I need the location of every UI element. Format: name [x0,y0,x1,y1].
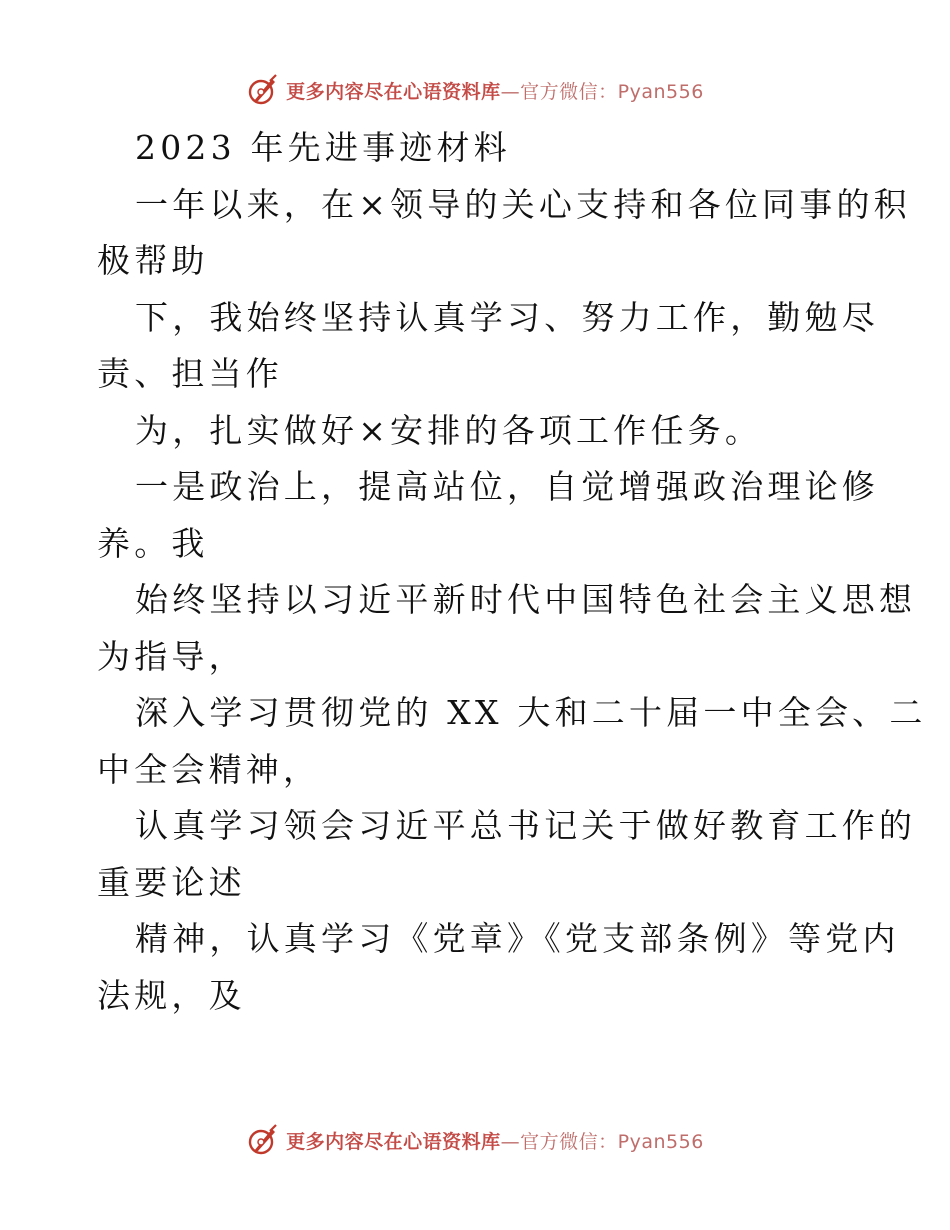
watermark-separator: — [500,80,521,103]
footer-watermark [0,1120,950,1160]
watermark-site-text: 更多内容尽在心语资料库 [286,1130,501,1153]
text-line: 为，扎实做好×安排的各项工作任务。 [135,410,763,450]
watermark-wechat-text: 官方微信：Pyan556 [520,1130,704,1153]
text-line: 始终坚持以习近平新时代中国特色社会主义思想 [135,580,917,619]
text-line: 法规，及 [97,975,246,1015]
watermark-text [286,1127,704,1154]
text-line: 2023 年先进事迹材料 [135,128,511,167]
watermark-group [246,73,704,107]
watermark-site-text: 更多内容尽在心语资料库 [286,80,501,103]
watermark-text [286,77,704,104]
text-line: 为指导， [97,636,246,676]
text-line: 认真学习领会习近平总书记关于做好教育工作的 [135,806,917,845]
text-line: 中全会精神， [97,749,321,789]
header-watermark [0,70,950,110]
text-line: 一年以来，在×领导的关心支持和各位同事的积 [135,184,911,224]
text-line: 一是政治上，提高站位，自觉增强政治理论修 [135,467,879,506]
text-line: 重要论述 [97,862,246,902]
text-line: 深入学习贯彻党的 XX 大和二十届一中全会、二 [135,693,927,732]
watermark-group [246,1123,704,1157]
text-line: 养。我 [97,523,209,563]
text-line: 极帮助 [97,241,209,280]
watermark-wechat-text: 官方微信：Pyan556 [520,80,704,103]
text-line: 精神，认真学习《党章》《党支部条例》等党内 [135,919,900,958]
text-line: 下，我始终坚持认真学习、努力工作，勤勉尽 [135,297,879,337]
quill-logo-icon [246,73,280,107]
text-line: 责、担当作 [97,354,283,393]
document-body [97,120,927,1024]
watermark-separator: — [500,1130,521,1153]
quill-logo-icon [246,1123,280,1157]
